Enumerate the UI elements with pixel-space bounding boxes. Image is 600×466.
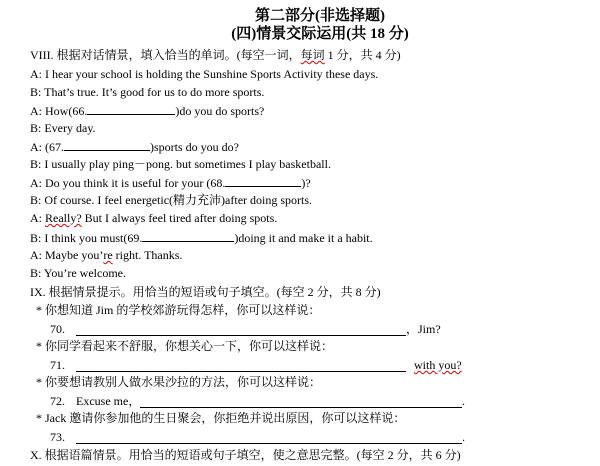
q72-tail: . xyxy=(462,394,465,408)
dialogue-line-11: A: Maybe you’re right. Thanks. xyxy=(30,248,183,262)
section-subtitle: (四)情景交际运用(共 18 分) xyxy=(231,26,409,42)
q71-tail: with you? xyxy=(414,358,462,372)
q72-number: 72. xyxy=(50,394,65,408)
dialogue-line-8: B: Of course. I feel energetic(精力充沛)after doing sports. xyxy=(30,193,313,207)
section8-heading: VIII. 根据对话情景，填入恰当的单词。(每空一词，每词 1 分，共 4 分) xyxy=(30,48,401,62)
blank-67[interactable] xyxy=(64,138,150,151)
blank-66[interactable] xyxy=(87,102,175,115)
dialogue-line-5: A: (67. )sports do you do? xyxy=(30,140,239,154)
q70-prompt: * 你想知道 Jim 的学校郊游玩得怎样，你可以这样说： xyxy=(36,303,321,317)
q70-tail: ，Jim? xyxy=(406,322,441,336)
section10-heading: X. 根据语篇情景。用恰当的短语或句子填空，使之意思完整。(每空 2 分，共 6 分) xyxy=(30,448,461,462)
dialogue-line-7: A: Do you think it is useful for your (68. )? xyxy=(30,176,311,190)
q70-number: 70. xyxy=(50,322,65,336)
q71-answer-line[interactable] xyxy=(76,370,406,372)
q73-answer-line[interactable] xyxy=(76,442,462,444)
q71-number: 71. xyxy=(50,358,65,372)
dialogue-line-4: B: Every day. xyxy=(30,121,96,135)
dialogue-line-12: B: You’re welcome. xyxy=(30,266,126,280)
blank-68[interactable] xyxy=(225,174,301,187)
q71-prompt: * 你同学看起来不舒服，你想关心一下，你可以这样说： xyxy=(36,339,334,353)
dialogue-line-2: B: That’s true. It’s good for us to do more sports. xyxy=(30,85,265,99)
q73-number: 73. xyxy=(50,430,65,444)
blank-69[interactable] xyxy=(142,229,234,242)
dialogue-line-6: B: I usually play ping－pong. but sometimes I play basketball. xyxy=(30,157,331,171)
section9-heading: IX. 根据情景提示。用恰当的短语或句子填空。(每空 2 分，共 8 分) xyxy=(30,285,381,299)
q72-answer-line[interactable] xyxy=(140,406,462,408)
dialogue-line-9: A: Really? But I always feel tired after doing spots. xyxy=(30,211,278,225)
q73-prompt: * Jack 邀请你参加他的生日聚会，你拒绝并说出原因，你可以这样说： xyxy=(36,411,406,425)
part-title: 第二部分(非选择题) xyxy=(255,8,385,24)
dialogue-line-3: A: How(66. )do you do sports? xyxy=(30,104,265,118)
q72-prompt: * 你要想请教别人做水果沙拉的方法，你可以这样说： xyxy=(36,375,322,389)
q72-lead: Excuse me， xyxy=(76,394,141,408)
q70-answer-line[interactable] xyxy=(76,334,406,336)
q73-tail: . xyxy=(462,430,465,444)
dialogue-line-1: A: I hear your school is holding the Sunshine Sports Activity these days. xyxy=(30,67,379,81)
dialogue-line-10: B: I think you must(69. )doing it and make it a habit. xyxy=(30,231,373,245)
